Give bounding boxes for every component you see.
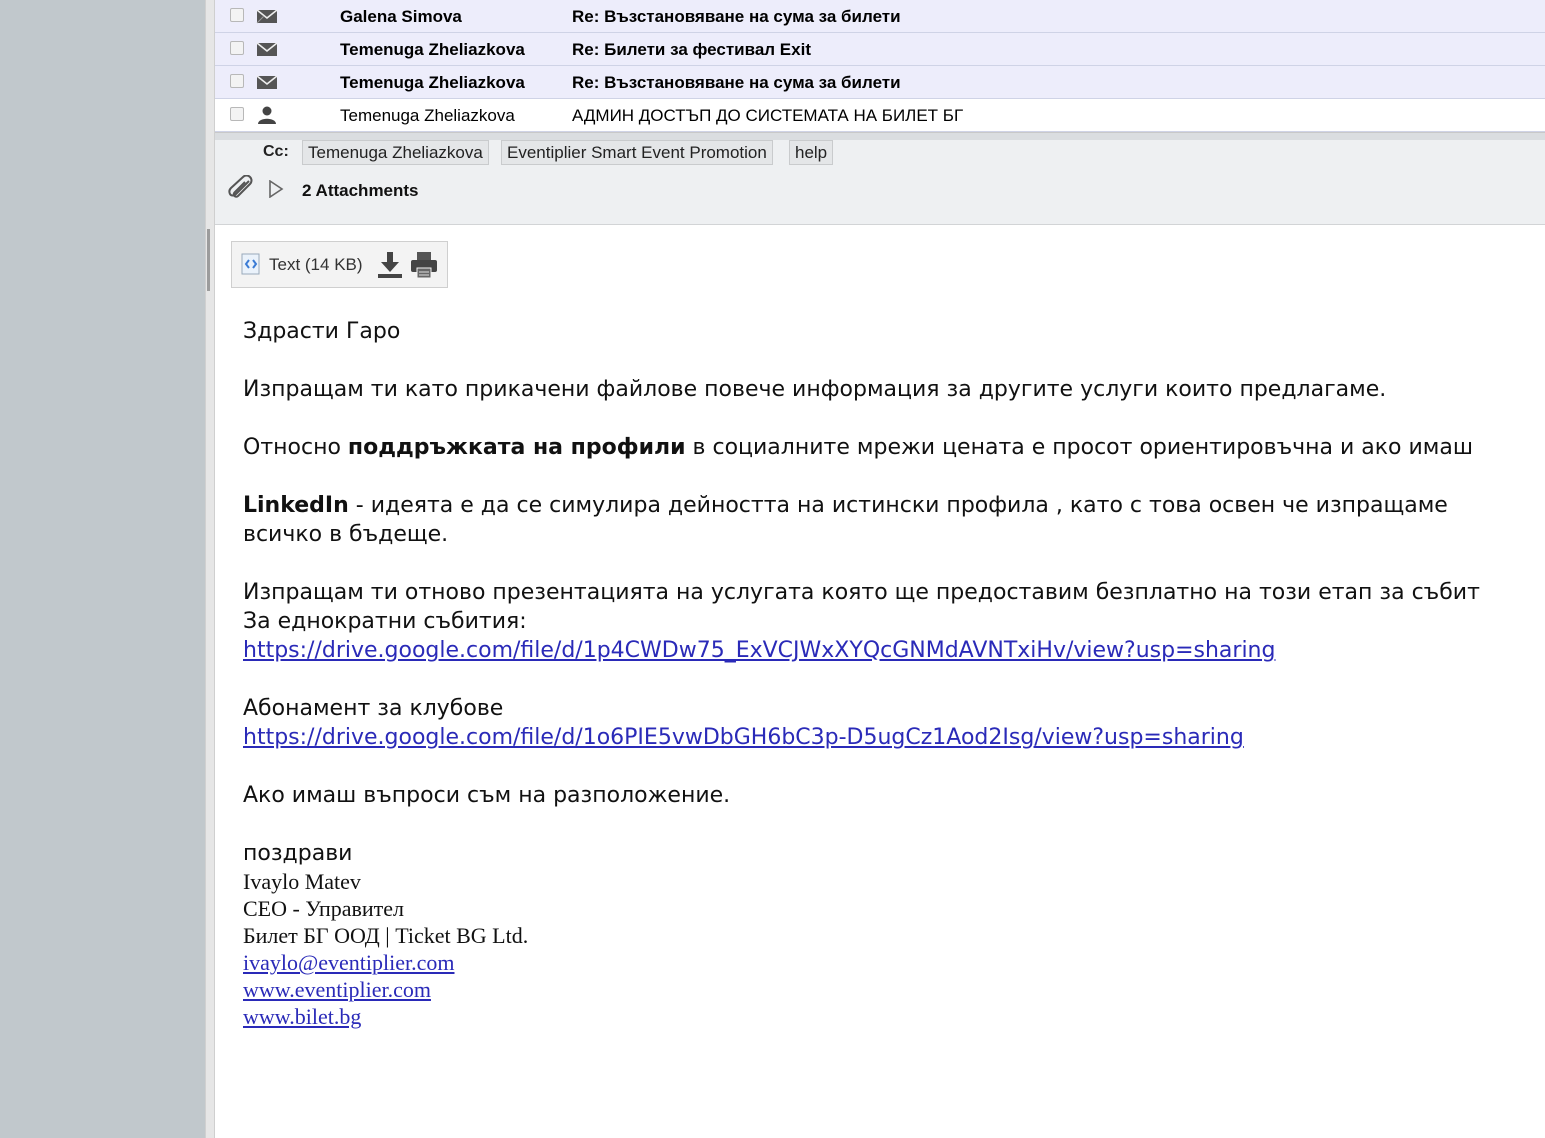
signature bbox=[243, 868, 1545, 1030]
row-checkbox[interactable] bbox=[230, 107, 244, 121]
drive-link[interactable]: https://drive.google.com/file/d/1o6PIE5vwDbGH6bC3p-D5ugCz1Aod2Isg/view?usp=sharing bbox=[243, 725, 1244, 750]
signature-email-link[interactable]: ivaylo@eventiplier.com bbox=[243, 950, 455, 975]
body-greeting: Здрасти Гаро bbox=[243, 319, 401, 344]
body-bold-text: LinkedIn bbox=[243, 493, 349, 518]
print-icon[interactable] bbox=[409, 250, 439, 280]
message-row[interactable] bbox=[215, 66, 1545, 99]
body-text: Относно bbox=[243, 435, 348, 460]
person-icon bbox=[256, 106, 278, 124]
paperclip-icon bbox=[227, 175, 257, 203]
envelope-icon bbox=[256, 7, 278, 25]
message-from: Temenuga Zheliazkova bbox=[340, 106, 515, 125]
cc-recipient[interactable]: help bbox=[789, 140, 833, 165]
folder-pane bbox=[0, 0, 205, 1138]
body-paragraph: Изпращам ти като прикачени файлове повече информация за другите услуги които предлагаме. bbox=[243, 377, 1387, 402]
message-from: Galena Simova bbox=[340, 7, 462, 26]
message-row[interactable] bbox=[215, 0, 1545, 33]
pane-splitter[interactable] bbox=[205, 0, 215, 1138]
message-from: Temenuga Zheliazkova bbox=[340, 40, 525, 59]
cc-recipient[interactable]: Eventiplier Smart Event Promotion bbox=[501, 140, 773, 165]
body-text: всичко в бъдеще. bbox=[243, 522, 449, 547]
body-bold-text: поддръжката на профили bbox=[347, 435, 686, 460]
message-from: Temenuga Zheliazkova bbox=[340, 73, 525, 92]
body-paragraph: Ако имаш въпроси съм на разположение. bbox=[243, 783, 731, 808]
main-pane bbox=[215, 0, 1545, 1138]
message-header bbox=[215, 140, 1545, 225]
envelope-icon bbox=[256, 73, 278, 91]
drive-link[interactable]: https://drive.google.com/file/d/1p4CWDw75_ExVCJWxXYQcGNMdAVNTxiHv/view?usp=sharing bbox=[243, 638, 1276, 663]
message-subject: АДМИН ДОСТЪП ДО СИСТЕМАТА НА БИЛЕТ БГ bbox=[572, 106, 964, 125]
text-file-icon bbox=[241, 253, 261, 275]
message-row[interactable] bbox=[215, 33, 1545, 66]
cc-recipient[interactable]: Temenuga Zheliazkova bbox=[302, 140, 489, 165]
expand-icon[interactable] bbox=[268, 180, 284, 198]
body-text: За еднократни събития: bbox=[243, 609, 527, 634]
message-subject: Re: Билети за фестивал Exit bbox=[572, 40, 811, 59]
body-text: в социалните мрежи цената е просот ориентировъчна и ако имаш bbox=[685, 435, 1474, 460]
body-text: Абонамент за клубове bbox=[243, 696, 504, 721]
cc-label: Cc: bbox=[263, 143, 289, 160]
message-subject: Re: Възстановяване на сума за билети bbox=[572, 73, 901, 92]
message-list bbox=[215, 0, 1545, 132]
signature-company: Билет БГ ООД | Ticket BG Ltd. bbox=[243, 923, 529, 948]
splitter-grip[interactable] bbox=[207, 229, 210, 291]
attachments-count[interactable]: 2 Attachments bbox=[302, 181, 419, 200]
message-row[interactable] bbox=[215, 99, 1545, 132]
download-icon[interactable] bbox=[376, 250, 404, 280]
attachment-item[interactable] bbox=[231, 241, 448, 288]
signature-name: Ivaylo Matev bbox=[243, 869, 361, 894]
row-checkbox[interactable] bbox=[230, 41, 244, 55]
signature-title: CEO - Управител bbox=[243, 896, 405, 921]
body-paragraph bbox=[243, 578, 1545, 665]
body-paragraph bbox=[243, 694, 1545, 752]
body-paragraph bbox=[243, 433, 1545, 462]
attachment-label[interactable]: Text (14 KB) bbox=[269, 255, 363, 274]
message-body bbox=[243, 317, 1545, 1030]
list-divider bbox=[215, 132, 1545, 140]
row-checkbox[interactable] bbox=[230, 8, 244, 22]
message-subject: Re: Възстановяване на сума за билети bbox=[572, 7, 901, 26]
body-paragraph bbox=[243, 491, 1545, 549]
body-text: Изпращам ти отново презентацията на услугата която ще предоставим безплатно на този етап за събит bbox=[243, 580, 1480, 605]
signature-website-link[interactable]: www.eventiplier.com bbox=[243, 977, 431, 1002]
signature-website-link[interactable]: www.bilet.bg bbox=[243, 1004, 362, 1029]
body-text: - идеята е да се симулира дейността на истински профила , като с това освен че изпращаме bbox=[348, 493, 1448, 518]
envelope-icon bbox=[256, 40, 278, 58]
row-checkbox[interactable] bbox=[230, 74, 244, 88]
body-regards: поздрави bbox=[243, 841, 353, 866]
